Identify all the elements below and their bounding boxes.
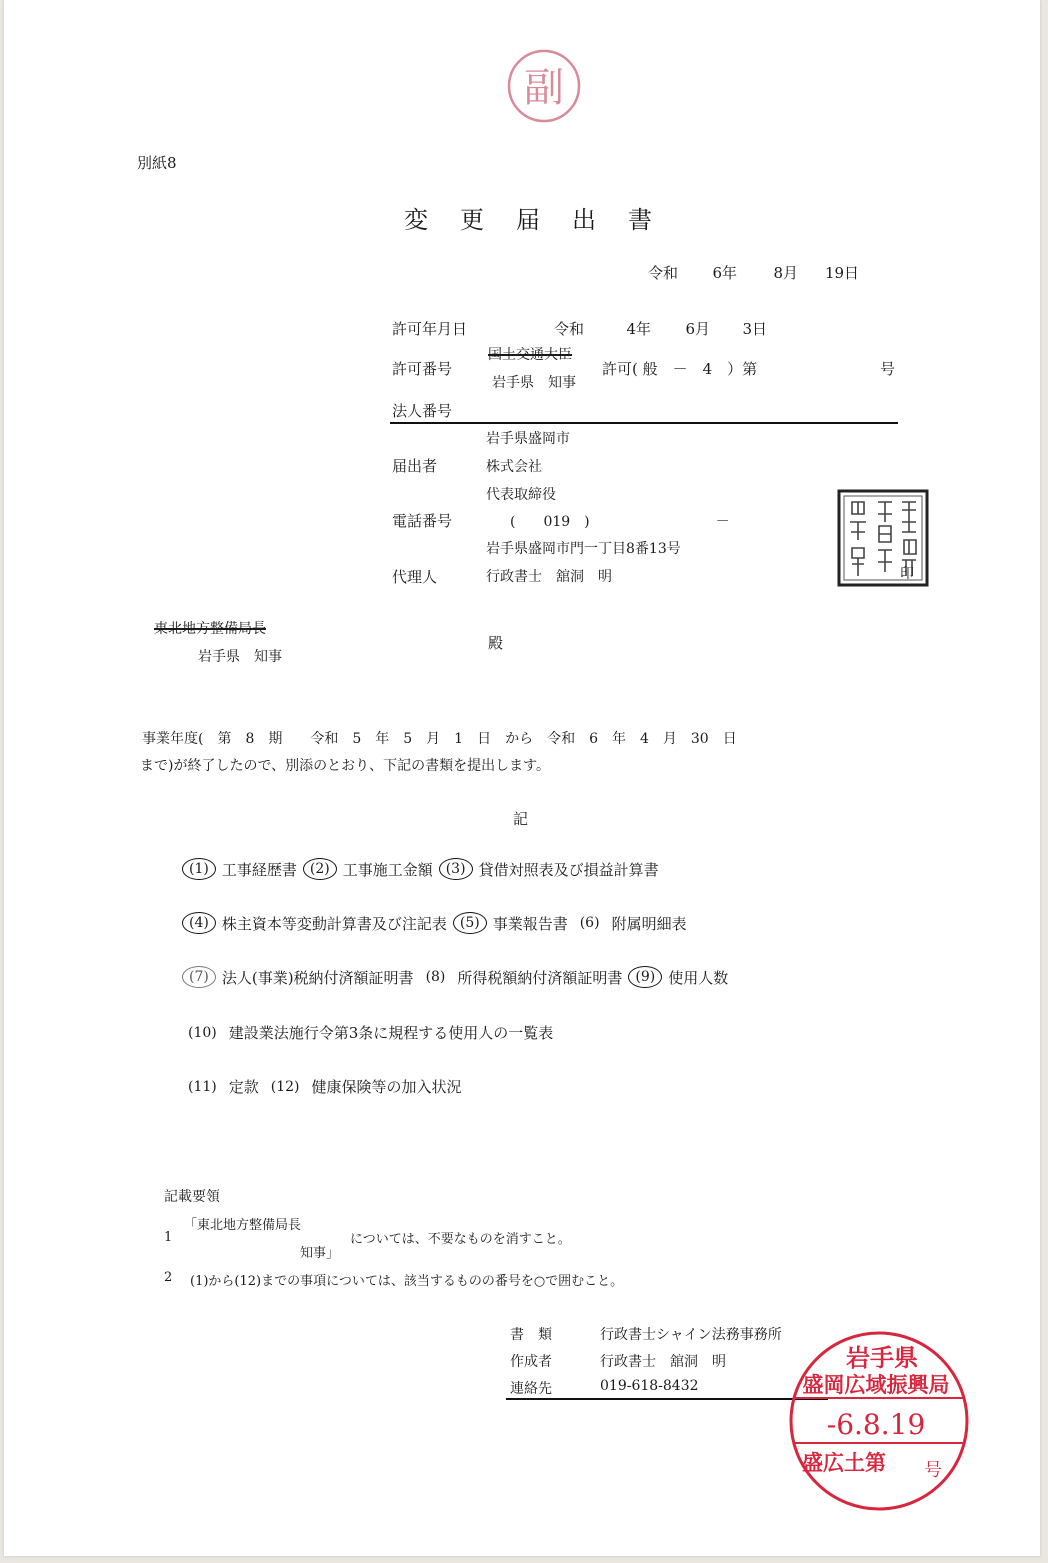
item-number: (8) [425, 969, 446, 985]
notes-heading: 記載要領 [164, 1189, 220, 1205]
note-2-text: (1)から(12)までの事項については、該当するものの番号を○で囲むこと。 [190, 1274, 624, 1289]
item-text: 事業報告書 [492, 914, 568, 933]
item-number: (2) [303, 858, 337, 880]
permit-date-value: 令和 4年 6月 3日 [554, 320, 768, 338]
fuku-stamp-text: 副 [524, 65, 564, 111]
item-text: 法人(事業)税納付済額証明書 [221, 968, 414, 987]
item-number: (6) [579, 915, 600, 931]
item-text: 健康保険等の加入状況 [311, 1078, 462, 1096]
items-row-2 [182, 912, 693, 934]
item-number: (5) [453, 912, 487, 934]
phone-label: 電話番号 [392, 512, 453, 530]
item-text: 建設業法施行令第3条に規程する使用人の一覧表 [228, 1024, 554, 1042]
item-number: (1) [182, 858, 216, 880]
contact-label: 連絡先 [510, 1381, 552, 1397]
item-text: 株主資本等変動計算書及び注記表 [221, 914, 447, 933]
agent-address: 岩手県盛岡市門一丁目8番13号 [486, 541, 681, 557]
stamp-number-prefix: 盛広土第 [802, 1450, 886, 1475]
addressee-name: 岩手県 知事 [198, 649, 282, 665]
document-title: 変 更 届 出 書 [404, 206, 656, 234]
author-label: 作成者 [510, 1354, 552, 1370]
item-number: (4) [182, 912, 216, 934]
note-1-bracket-top: 「東北地方整備局長 [184, 1218, 302, 1233]
contact-number: 019-618-8432 [600, 1378, 699, 1394]
note-1-bracket-bottom: 知事」 [300, 1246, 340, 1261]
item-number: (11) [188, 1078, 217, 1095]
items-row-1 [182, 858, 665, 880]
document-page [4, 0, 1040, 1556]
item-number: (12) [270, 1078, 300, 1095]
corp-number-label: 法人番号 [392, 402, 453, 420]
applicant-address: 岩手県盛岡市 [486, 431, 570, 447]
applicant-label: 届出者 [392, 457, 438, 475]
fuku-stamp [504, 46, 584, 126]
items-row-3 [182, 966, 734, 988]
body-line-2: まで)が終了したので、別添のとおり、下記の書類を提出します。 [140, 758, 551, 774]
item-number: (3) [439, 858, 473, 880]
note-1-number: 1 [164, 1230, 173, 1245]
stamp-date: -6.8.19 [826, 1408, 926, 1441]
struck-authority: 国土交通大臣 [488, 347, 572, 363]
stamp-number-suffix: 号 [924, 1460, 942, 1481]
item-text: 定款 [228, 1078, 259, 1096]
item-text: 使用人数 [668, 968, 729, 987]
note-1-text: については、不要なものを消すこと。 [350, 1232, 571, 1247]
item-number: (9) [628, 966, 662, 988]
permit-suffix: 号 [880, 360, 896, 378]
item-text: 所得税額納付済額証明書 [457, 968, 623, 987]
item-text: 工事経歴書 [221, 860, 297, 879]
items-row-4 [182, 1022, 559, 1043]
author-name: 行政書士 舘洞 明 [600, 1354, 726, 1370]
permit-type: 許可( 般 － 4 ）第 [602, 360, 758, 378]
body-line-1: 事業年度( 第 8 期 令和 5 年 5 月 1 日 から 令和 6 年 4 月 30 日 [142, 731, 737, 747]
ki-label: 記 [513, 810, 529, 828]
seal-mark: 印 [900, 566, 914, 582]
item-text: 工事施工金額 [342, 860, 433, 879]
item-text: 貸借対照表及び損益計算書 [478, 860, 659, 879]
agent-name: 行政書士 舘洞 明 [486, 569, 612, 585]
applicant-company: 株式会社 [486, 459, 542, 475]
permit-authority: 岩手県 知事 [492, 375, 576, 391]
filing-date: 令和 6年 8月 19日 [648, 264, 860, 282]
receipt-stamp [786, 1328, 972, 1514]
item-number: (7) [182, 966, 216, 988]
item-text: 附属明細表 [611, 914, 687, 933]
phone-value: ( 019 ) － [510, 514, 730, 530]
struck-addressee: 東北地方整備局長 [154, 621, 266, 637]
addressee-honorific: 殿 [488, 634, 504, 652]
applicant-representative: 代表取締役 [486, 487, 556, 503]
office-name: 行政書士シャイン法務事務所 [600, 1327, 782, 1343]
office-seal [836, 488, 930, 588]
stamp-office: 盛岡広域振興局 [802, 1372, 950, 1397]
items-row-5 [182, 1076, 468, 1097]
permit-number-label: 許可番号 [392, 360, 453, 378]
office-label: 書 類 [510, 1327, 552, 1343]
header-divider [390, 422, 898, 424]
stamp-prefecture: 岩手県 [846, 1343, 918, 1372]
agent-label: 代理人 [392, 568, 438, 586]
item-number: (10) [188, 1024, 217, 1041]
preparer-underline [506, 1398, 828, 1400]
attachment-label: 別紙8 [137, 154, 177, 172]
permit-date-label: 許可年月日 [392, 320, 468, 338]
note-2-number: 2 [164, 1270, 173, 1285]
